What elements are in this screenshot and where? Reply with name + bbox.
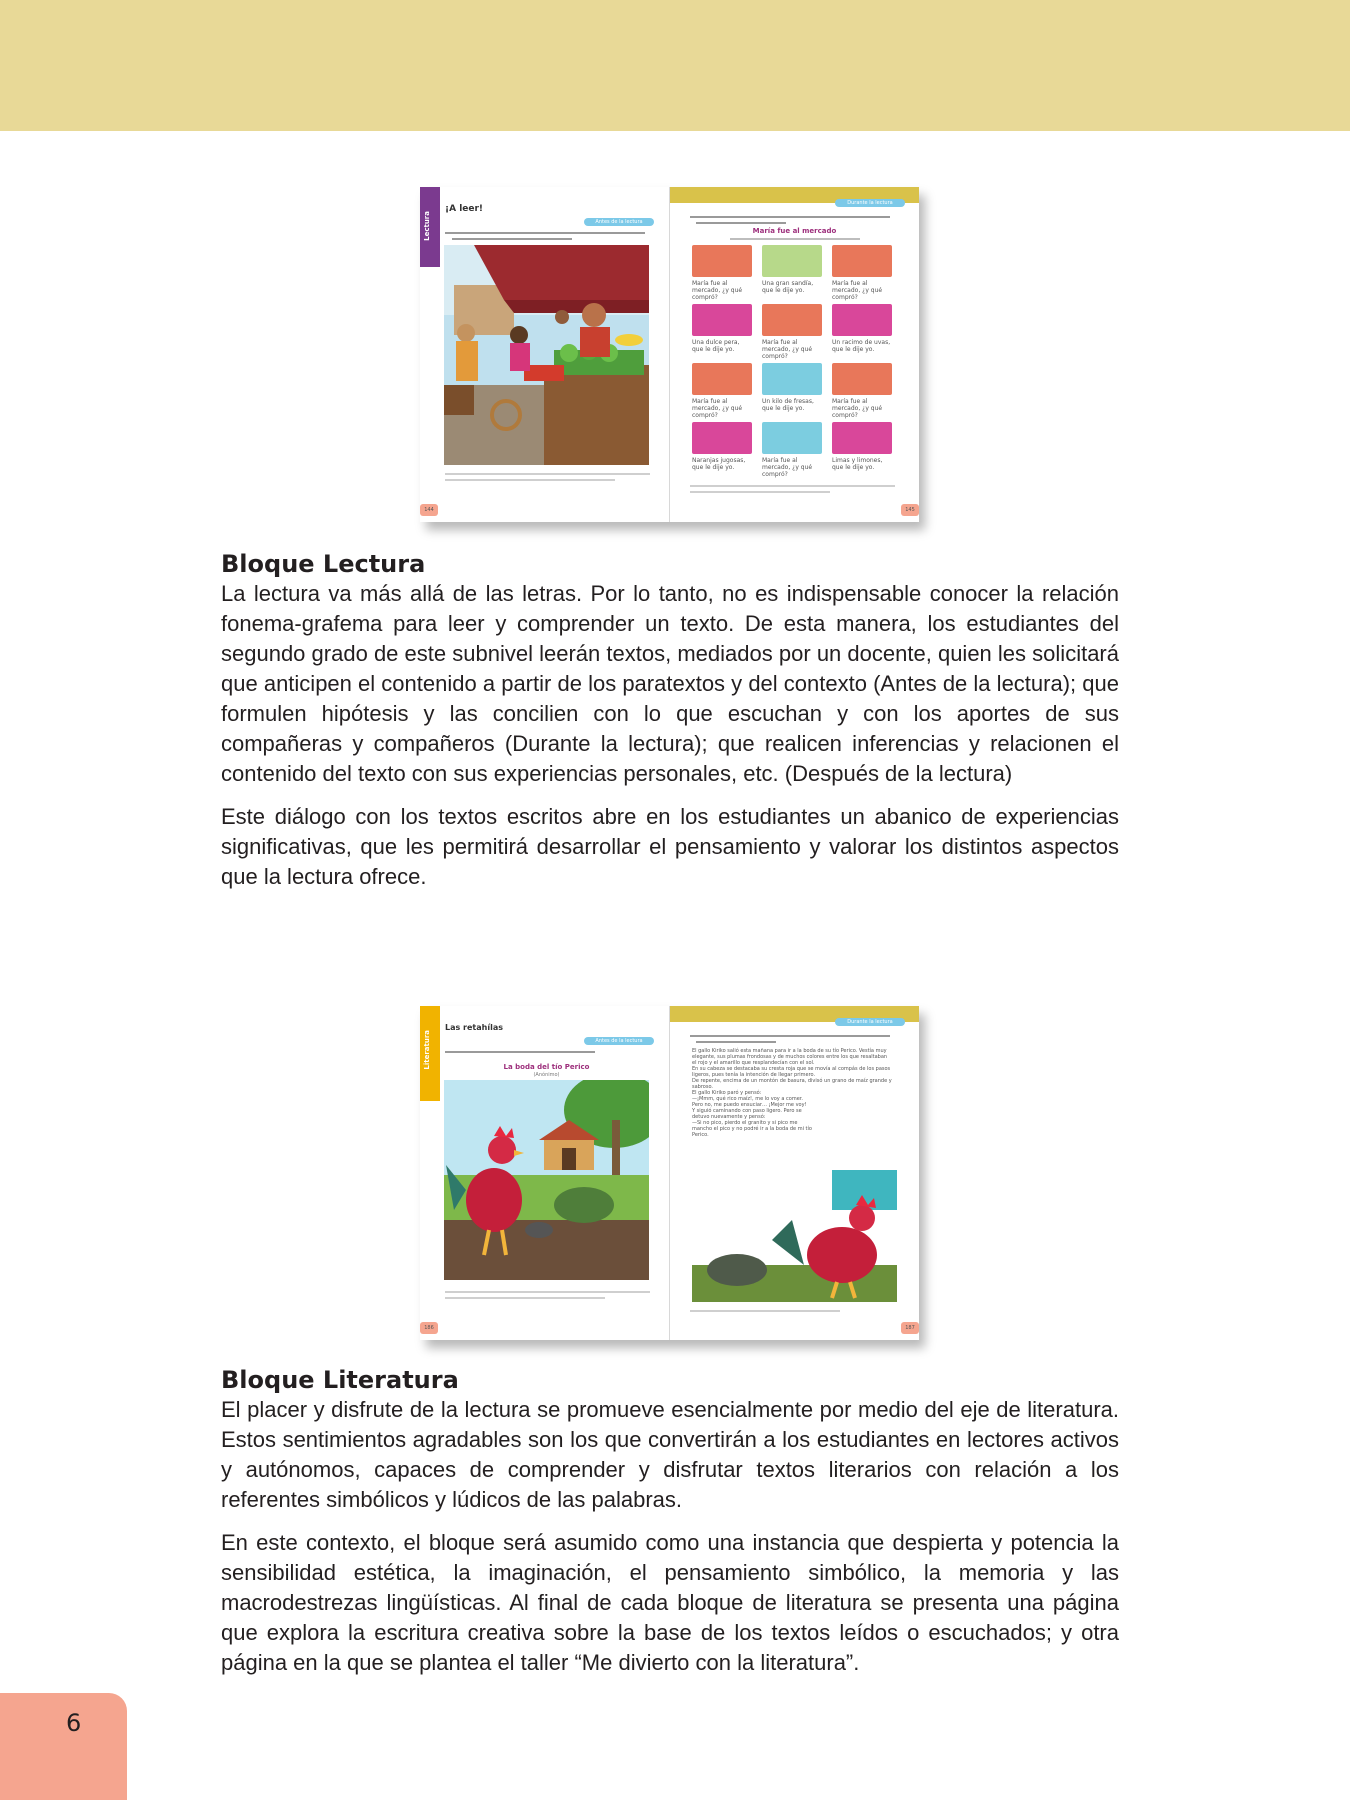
stage-pill: Durante la lectura (835, 1018, 905, 1026)
rooster-illustration (444, 1080, 649, 1280)
footnote-line (690, 491, 830, 493)
poem-author-line (730, 238, 860, 240)
spread-left-page (420, 187, 670, 522)
girl-market-image (692, 363, 752, 395)
girl-market-image (832, 245, 892, 277)
grid-caption: María fue al mercado, ¿y qué compró? (832, 280, 883, 301)
grid-cell (692, 363, 752, 419)
book-spread-lectura (420, 187, 919, 522)
stage-pill: Antes de la lectura (584, 218, 654, 226)
girl-market-image (762, 422, 822, 454)
page-number-tab (0, 1693, 127, 1800)
rooster-walking-illustration (692, 1170, 897, 1302)
instruction-line (696, 222, 786, 224)
grid-cell (832, 363, 892, 419)
grid-cell (762, 422, 822, 478)
pear-image (692, 304, 752, 336)
story-paragraph: De repente, encima de un montón de basura, divisó un grano de maíz grande y sabroso. (692, 1078, 892, 1090)
section-title-lectura: Bloque Lectura (221, 550, 426, 578)
section-tab-literatura: Literatura (420, 1006, 440, 1101)
literatura-paragraph-1: El placer y disfrute de la lectura se promueve esencialmente por medio del eje de literatura. Estos sentimientos agradables son los que convertirán a los estudiantes en lectores activos y autónomos, capaces de comprender y disfrutar textos literarios con relación a los referentes simbólicos y lúdicos de las palabras. (221, 1397, 1119, 1512)
poem-title: María fue al mercado (752, 227, 837, 235)
grid-caption: María fue al mercado, ¿y qué compró? (692, 398, 743, 419)
spread-left-page (420, 1006, 670, 1340)
header-band (0, 0, 1350, 131)
watermelon-image (762, 245, 822, 277)
footnote-line (445, 473, 650, 475)
story-paragraph: —Si no pico, pierdo el granito y si pico me mancho el pico y no podré ir a la boda de mi tío Perico. (692, 1120, 812, 1138)
grid-caption: Una dulce pera, que le dije yo. (692, 339, 740, 353)
spread-title: Las retahílas (445, 1023, 503, 1032)
footnote-line (445, 479, 615, 481)
story-author: (Anónimo) (533, 1072, 560, 1078)
grid-cell (762, 363, 822, 412)
oranges-image (692, 422, 752, 454)
instruction-line (696, 1041, 776, 1043)
grid-caption: María fue al mercado, ¿y qué compró? (832, 398, 883, 419)
story-paragraph: El gallo Kiriko salió esta mañana para ir a la boda de su tío Perico. Vestía muy elegante, sus plumas frondosas y de muchos colores entre los que resaltaban el rojo y el amarillo que resplandecían con el sol. (692, 1048, 888, 1066)
grid-caption: Limas y limones, que le dije yo. (832, 457, 883, 471)
instruction-line (690, 1035, 890, 1037)
page-number-left: 186 (420, 1322, 438, 1334)
grid-cell (762, 245, 822, 294)
lemons-image (832, 422, 892, 454)
grid-cell (762, 304, 822, 360)
page-number-right: 187 (901, 1322, 919, 1334)
grapes-image (832, 304, 892, 336)
girl-market-image (832, 363, 892, 395)
footnote-line (445, 1291, 650, 1293)
grid-cell (832, 422, 892, 471)
instruction-line (445, 1051, 595, 1053)
literatura-paragraph-2: En este contexto, el bloque será asumido como una instancia que despierta y potencia la sensibilidad estética, la imaginación, el pensamiento simbólico, la memoria y las macrodestrezas lingüísticas. Al final de cada bloque de literatura se presenta una página que explora la escritura creativa sobre la base de los textos leídos o escuchados; y otra página en la que se plantea el taller “Me divierto con la literatura”. (221, 1530, 1119, 1675)
instruction-line (452, 238, 572, 240)
grid-cell (832, 304, 892, 353)
lectura-paragraph-1: La lectura va más allá de las letras. Por lo tanto, no es indispensable conocer la relación fonema-grafema para leer y comprender un texto. De esta manera, los estudiantes del segundo grado de este subnivel leerán textos, mediados por un docente, quien les solicitará que anticipen el contenido a partir de los paratextos y del contexto (Antes de la lectura); que formulen hipótesis y las concilien con lo que escuchan y con los aportes de sus compañeras y compañeros (Durante la lectura); que realicen inferencias y relacionen el contenido del texto con sus experiencias personales, etc. (Después de la lectura) (221, 581, 1119, 786)
grid-caption: Un racimo de uvas, que le dije yo. (832, 339, 891, 353)
grid-caption: Un kilo de fresas, que le dije yo. (762, 398, 814, 412)
section-title-literatura: Bloque Literatura (221, 1366, 459, 1394)
story-title: La boda del tío Perico (503, 1063, 590, 1071)
spread-title: ¡A leer! (445, 204, 484, 214)
section-tab-lectura: Lectura (420, 187, 440, 267)
grid-cell (832, 245, 892, 301)
instruction-line (690, 216, 890, 218)
grid-cell (692, 422, 752, 471)
spread-right-page (670, 187, 919, 522)
grid-caption: María fue al mercado, ¿y qué compró? (762, 339, 813, 360)
footnote-line (690, 485, 895, 487)
story-text (692, 1048, 892, 1138)
girl-market-image (692, 245, 752, 277)
page-number: 6 (66, 1709, 82, 1737)
girl-market-image (762, 304, 822, 336)
grid-cell (692, 304, 752, 353)
page-number-left: 144 (420, 504, 438, 516)
stage-pill: Antes de la lectura (584, 1037, 654, 1045)
grid-cell (692, 245, 752, 301)
market-illustration (444, 245, 649, 465)
story-paragraph: En su cabeza se destacaba su cresta roja que se movía al compás de los pasos ligeros, pues tenía la intención de llegar primero. (692, 1066, 891, 1078)
page-number-right: 145 (901, 504, 919, 516)
story-paragraph: El gallo Kiriko paró y pensó: (692, 1090, 762, 1096)
book-spread-literatura (420, 1006, 919, 1340)
strawberries-image (762, 363, 822, 395)
grid-caption: Naranjas jugosas, que le dije yo. (692, 457, 746, 471)
story-paragraph: Y siguió caminando con paso ligero. Pero se detuvo nuevamente y pensó: (692, 1108, 802, 1120)
instruction-line (445, 232, 645, 234)
spread-right-page (670, 1006, 919, 1340)
footnote-line (690, 1310, 840, 1312)
grid-caption: María fue al mercado, ¿y qué compró? (692, 280, 743, 301)
grid-caption: Una gran sandía, que le dije yo. (762, 280, 814, 294)
lectura-paragraph-2: Este diálogo con los textos escritos abre en los estudiantes un abanico de experiencias significativas, que les permitirá desarrollar el pensamiento y valorar los distintos aspectos que la lectura ofrece. (221, 804, 1119, 889)
stage-pill: Durante la lectura (835, 199, 905, 207)
footnote-line (445, 1297, 605, 1299)
grid-caption: María fue al mercado, ¿y qué compró? (762, 457, 813, 478)
story-paragraph: —¡Mmm, qué rico maíz!, me lo voy a comer. Pero no, me puedo ensuciar… ¡Mejor me voy! (692, 1096, 807, 1108)
